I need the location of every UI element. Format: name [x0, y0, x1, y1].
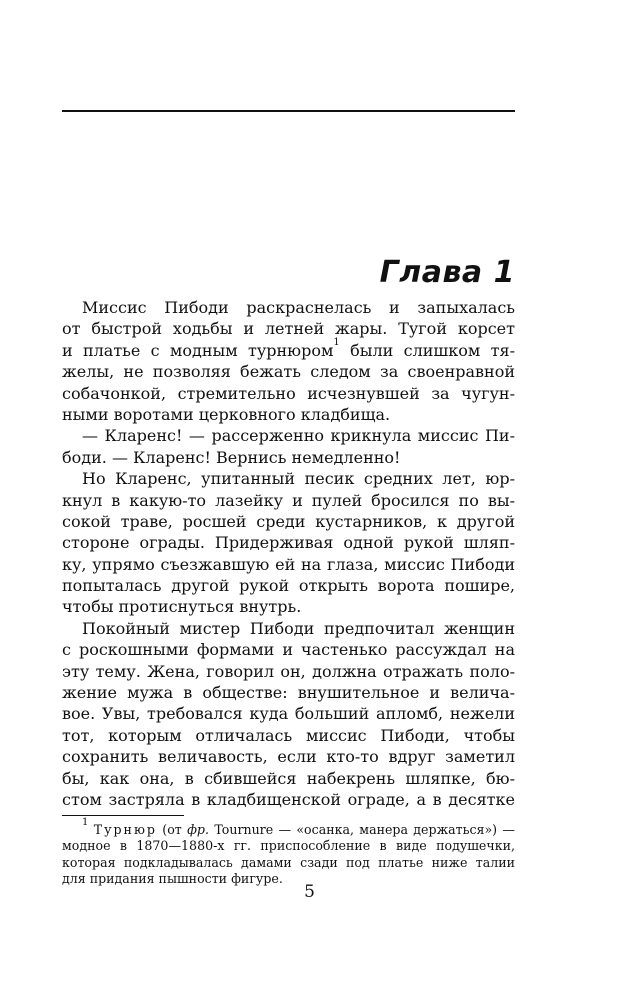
body-line: стороне ограды. Придерживая одной рукой шляп- [62, 533, 515, 553]
header-rule [62, 110, 515, 112]
body-text [62, 297, 515, 810]
body-line: от быстрой ходьбы и летней жары. Тугой корсет [62, 319, 515, 339]
body-line: чтобы протиснуться внутрь. [62, 597, 302, 617]
body-line: попыталась другой рукой открыть ворота пошире, [62, 576, 515, 596]
body-line: вое. Увы, требовался куда больший апломб, нежели [62, 704, 515, 724]
footnote-marker: 1 [82, 816, 89, 828]
footnote-line: которая подкладывалась дамами сзади под платье ниже талии [62, 854, 515, 870]
body-line: Миссис Пибоди раскраснелась и запыхалась [82, 298, 515, 317]
body-line: желы, не позволяя бежать следом за своенравной [62, 362, 515, 382]
body-line: тот, которым отличалась миссис Пибоди, чтобы [62, 725, 515, 745]
footnote-rule [62, 815, 184, 816]
footnote-reference[interactable]: 1 [333, 337, 340, 349]
footnote-line [62, 816, 515, 838]
body-line: кнул в какую-то лазейку и пулей бросился по вы- [62, 490, 515, 510]
footnote-text: Tournure — «осанка, манера держаться») — [214, 822, 515, 837]
body-line: с роскошными формами и частенько рассуждал на [62, 640, 515, 660]
chapter-title: Глава 1 [379, 255, 515, 290]
body-line: ными воротами церковного кладбища. [62, 404, 391, 424]
body-line: — Кларенс! — рассерженно крикнула миссис Пи- [82, 426, 515, 446]
body-line: Покойный мистер Пибоди предпочитал женщин [82, 618, 515, 638]
body-line-part: были слишком тя- [350, 340, 515, 360]
footnote [62, 816, 515, 888]
body-line: боди. — Кларенс! Вернись немедленно! [62, 447, 401, 467]
body-line: собачонкой, стремительно исчезнувшей за чугун- [62, 383, 515, 403]
body-line: сохранить величавость, если кто-то вдруг заметил [62, 747, 515, 767]
body-line-with-footnote [62, 337, 515, 361]
footnote-term: Турнюр [93, 822, 157, 837]
body-line: жение мужа в обществе: внушительное и велича- [62, 683, 515, 703]
page-number: 5 [304, 882, 315, 902]
footnote-line: для придания пышности фигуре. [62, 871, 283, 887]
body-line: ку, упрямо съезжавшую ей на глаза, миссис Пибоди [62, 554, 515, 574]
body-line: бы, как она, в сбившейся набекрень шляпке, бю- [62, 768, 515, 788]
footnote-abbrev: фр. [187, 822, 210, 837]
body-line-part: и платье с модным турнюром [62, 340, 334, 360]
body-line: стом застряла в кладбищенской ограде, а в десятке [62, 789, 515, 809]
body-line: сокой траве, росшей среди кустарников, к другой [62, 511, 515, 531]
footnote-line: модное в 1870—1880-х гг. приспособление в виде подушечки, [62, 838, 515, 854]
body-line: эту тему. Жена, говорил он, должна отражать поло- [62, 661, 515, 681]
footnote-text: (от [162, 822, 182, 837]
body-line: Но Кларенс, упитанный песик средних лет, юр- [82, 469, 515, 489]
